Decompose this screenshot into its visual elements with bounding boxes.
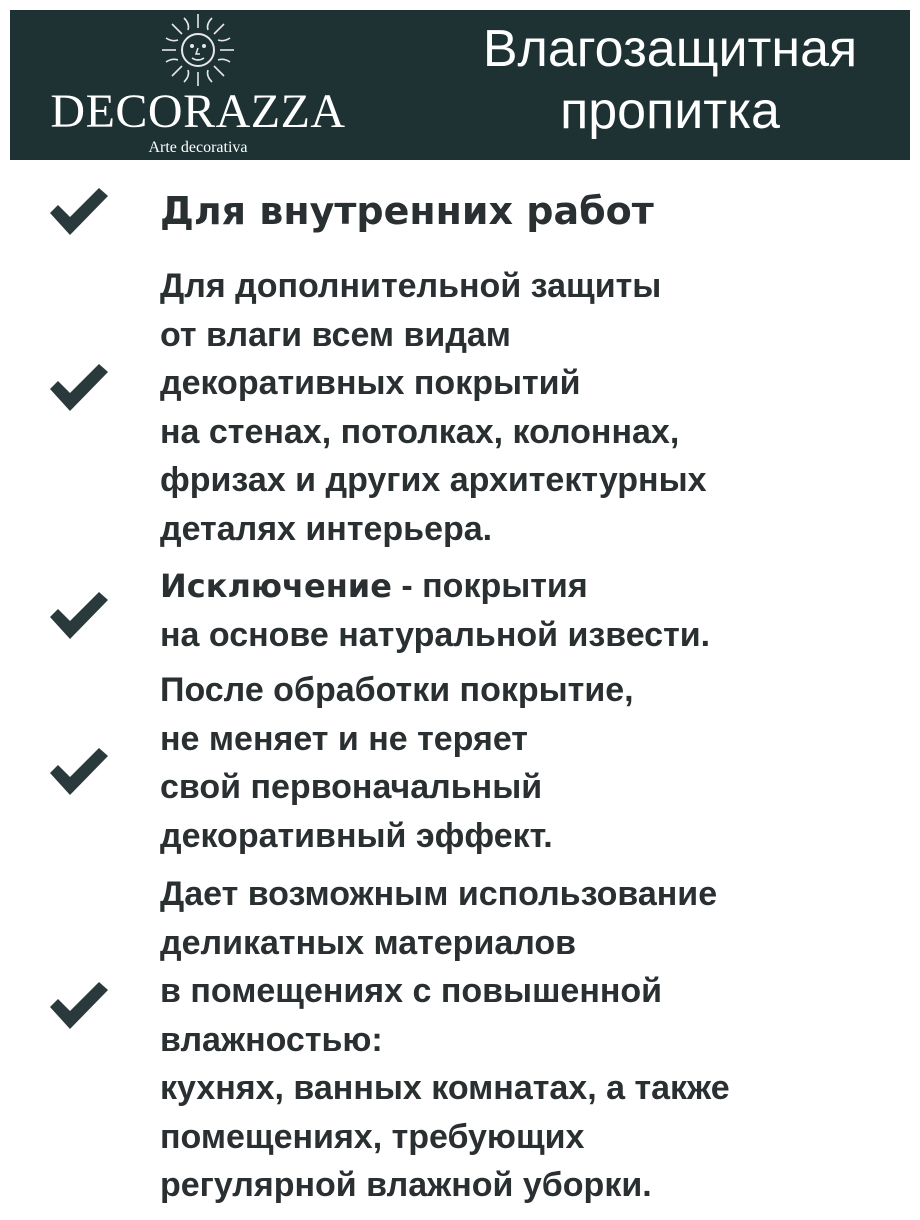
feature-line: влажностью: bbox=[160, 1020, 383, 1059]
feature-line: Для внутренних работ bbox=[160, 189, 654, 233]
checkmark-icon bbox=[48, 186, 110, 238]
checkmark-icon bbox=[48, 590, 110, 642]
feature-heading bbox=[160, 186, 900, 236]
feature-item bbox=[0, 262, 920, 562]
feature-description bbox=[160, 262, 900, 553]
feature-item bbox=[0, 562, 920, 666]
feature-line: в помещениях с повышенной bbox=[160, 972, 663, 1010]
feature-line: деталях интерьера. bbox=[160, 509, 493, 548]
checkmark-icon bbox=[48, 980, 110, 1032]
feature-line: Дает возможным использование bbox=[160, 875, 718, 913]
exception-label: Исключение bbox=[160, 567, 392, 605]
feature-line: фризах и других архитектурных bbox=[160, 461, 707, 499]
feature-line: регулярной влажной уборки. bbox=[160, 1166, 652, 1204]
feature-line: свой первоначальный bbox=[160, 768, 543, 806]
feature-description bbox=[160, 666, 900, 860]
feature-line: Для дополнительной защиты bbox=[160, 267, 662, 305]
feature-line: не меняет и не теряет bbox=[160, 719, 528, 758]
feature-description bbox=[160, 562, 900, 659]
feature-line bbox=[160, 562, 900, 611]
brand-logo bbox=[10, 10, 390, 160]
header-banner bbox=[10, 10, 910, 160]
product-title-line: Влагозащитная bbox=[482, 20, 858, 78]
feature-line: декоративных покрытий bbox=[160, 364, 581, 402]
feature-line: от влаги всем видам bbox=[160, 315, 511, 354]
feature-line: После обработки покрытие, bbox=[160, 671, 634, 709]
feature-line-rest: - покрытия bbox=[391, 567, 588, 605]
feature-line: на основе натуральной извести. bbox=[160, 615, 711, 654]
feature-item bbox=[0, 666, 920, 866]
sun-face-icon bbox=[160, 12, 236, 88]
brand-subtitle: Arte decorativa bbox=[148, 139, 248, 156]
product-title-line: пропитка bbox=[560, 82, 780, 140]
feature-description bbox=[160, 870, 900, 1210]
product-title bbox=[440, 18, 900, 142]
feature-line: помещениях, требующих bbox=[160, 1117, 585, 1156]
feature-line: на стенах, потолках, колоннах, bbox=[160, 412, 680, 451]
feature-line: кухнях, ванных комнатах, а также bbox=[160, 1069, 730, 1107]
brand-name: DECORAZZA bbox=[50, 85, 346, 138]
checkmark-icon bbox=[48, 746, 110, 798]
feature-line: деликатных материалов bbox=[160, 923, 577, 962]
feature-line: декоративный эффект. bbox=[160, 816, 553, 855]
checkmark-icon bbox=[48, 362, 110, 414]
feature-item bbox=[0, 182, 920, 242]
feature-item bbox=[0, 870, 920, 1215]
